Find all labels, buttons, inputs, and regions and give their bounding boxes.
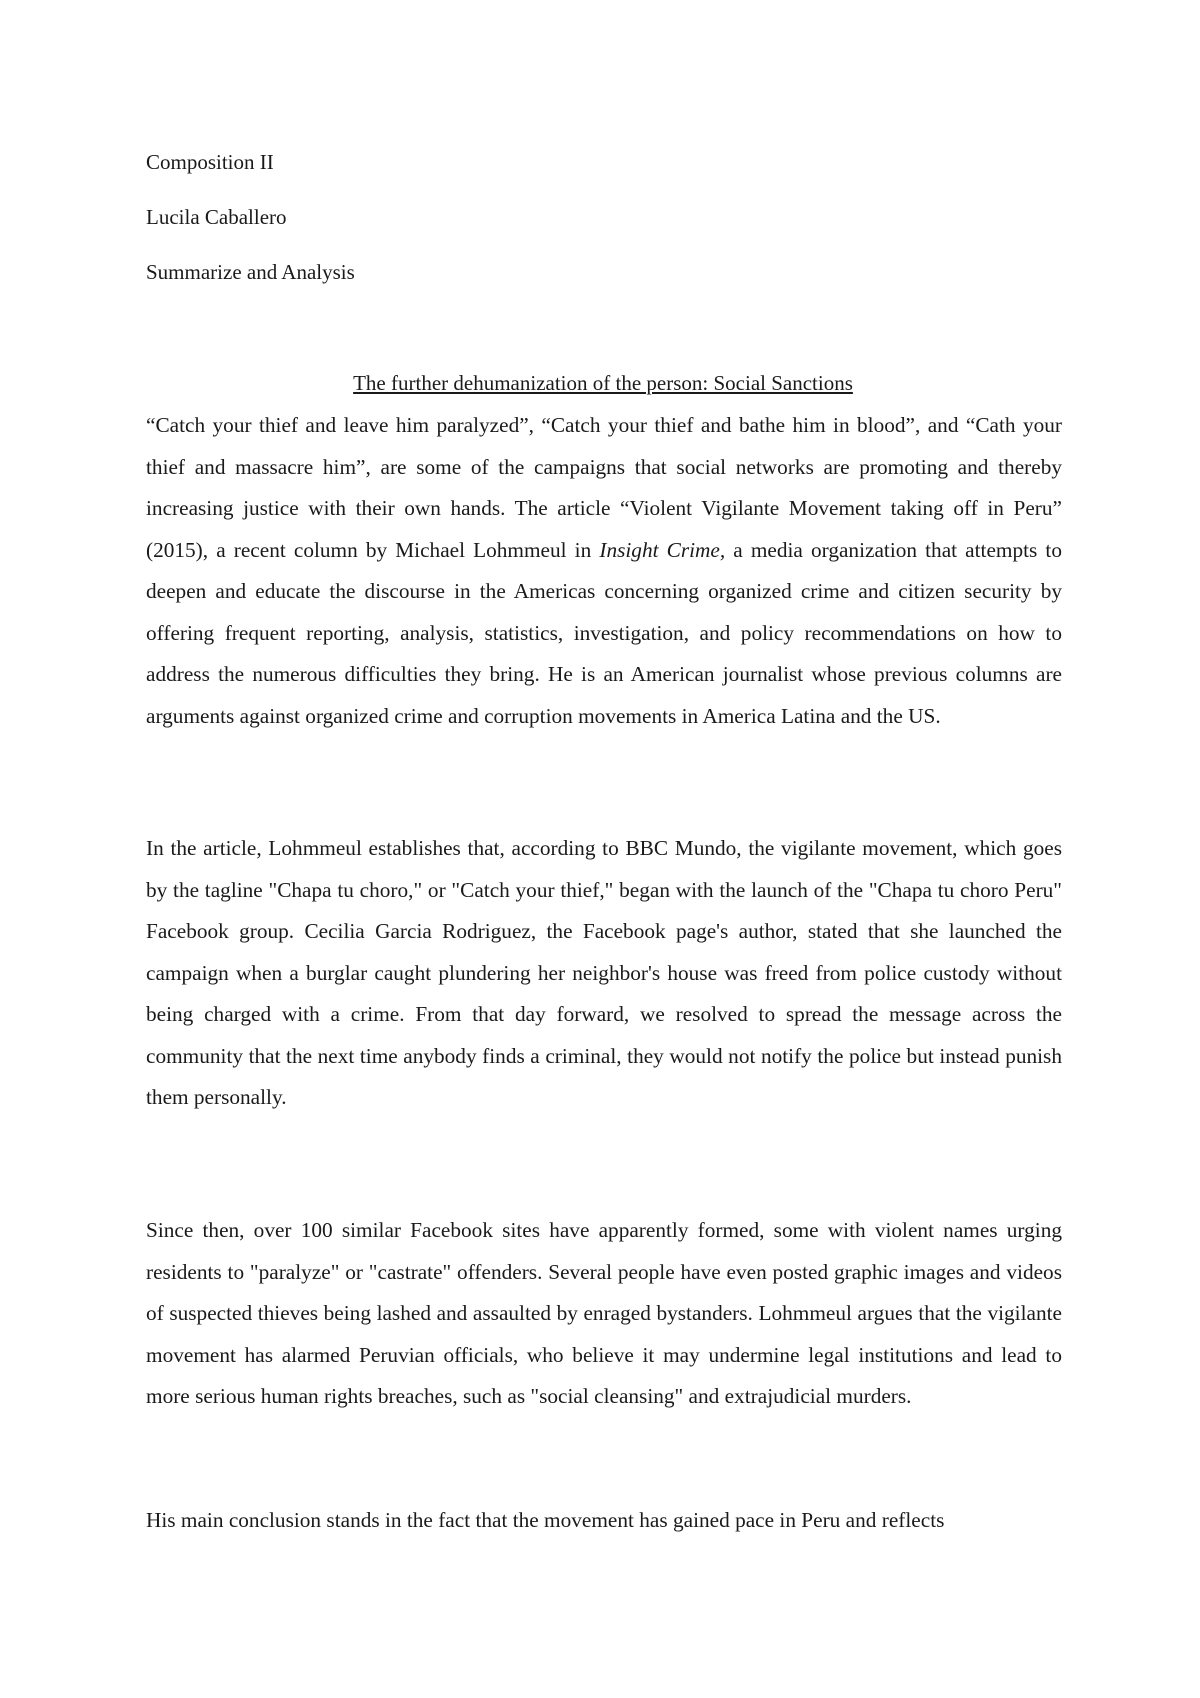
paragraph-1 bbox=[146, 405, 1062, 737]
course-name: Composition II bbox=[146, 150, 274, 174]
paragraph-3: Since then, over 100 similar Facebook sites have apparently formed, some with violent names urging residents to "paralyze" or "castrate" offenders. Several people have even posted graphic images and videos of suspected thieves being lashed and assaulted by enraged bystanders. Lohmmeul argues that the vigilante movement has alarmed Peruvian officials, who believe it may undermine legal institutions and lead to more serious human rights breaches, such as "social cleansing" and extrajudicial murders. bbox=[146, 1218, 1062, 1408]
publication-name: Insight Crime, bbox=[599, 537, 726, 562]
paragraph-4: His main conclusion stands in the fact that the movement has gained pace in Peru and reflects bbox=[146, 1508, 945, 1532]
author-name: Lucila Caballero bbox=[146, 205, 287, 229]
paragraph-2: In the article, Lohmmeul establishes that, according to BBC Mundo, the vigilante movement, which goes by the tagline "Chapa tu choro," or "Catch your thief," began with the launch of the "Chapa tu choro Peru" Facebook group. Cecilia Garcia Rodriguez, the Facebook page's author, stated that she launched the campaign when a burglar caught plundering her neighbor's house was freed from police custody without being charged with a crime. From that day forward, we resolved to spread the message across the community that the next time anybody finds a criminal, they would not notify the police but instead punish them personally. bbox=[146, 836, 1062, 1109]
essay-title: The further dehumanization of the person: Social Sanctions bbox=[353, 371, 853, 395]
paragraph-1-text-a: “Catch your thief and leave him paralyzed”, “Catch your thief and bathe him in blood”, and “Cath your thief and massacre him”, are some of the campaigns that social networks are promoting and thereby increasing justice with their own hands. The article “Violent Vigilante Movement taking off in Peru” (2015), a recent column by Michael Lohmmeul in bbox=[146, 413, 1062, 562]
paragraph-1-text-b: a media organization that attempts to deepen and educate the discourse in the Americas concerning organized crime and citizen security by offering frequent reporting, analysis, statistics, investigation, and policy recommendations on how to address the numerous difficulties they bring. He is an American journalist whose previous columns are arguments against organized crime and corruption movements in America Latina and the US. bbox=[146, 537, 1062, 728]
assignment-type: Summarize and Analysis bbox=[146, 260, 355, 284]
